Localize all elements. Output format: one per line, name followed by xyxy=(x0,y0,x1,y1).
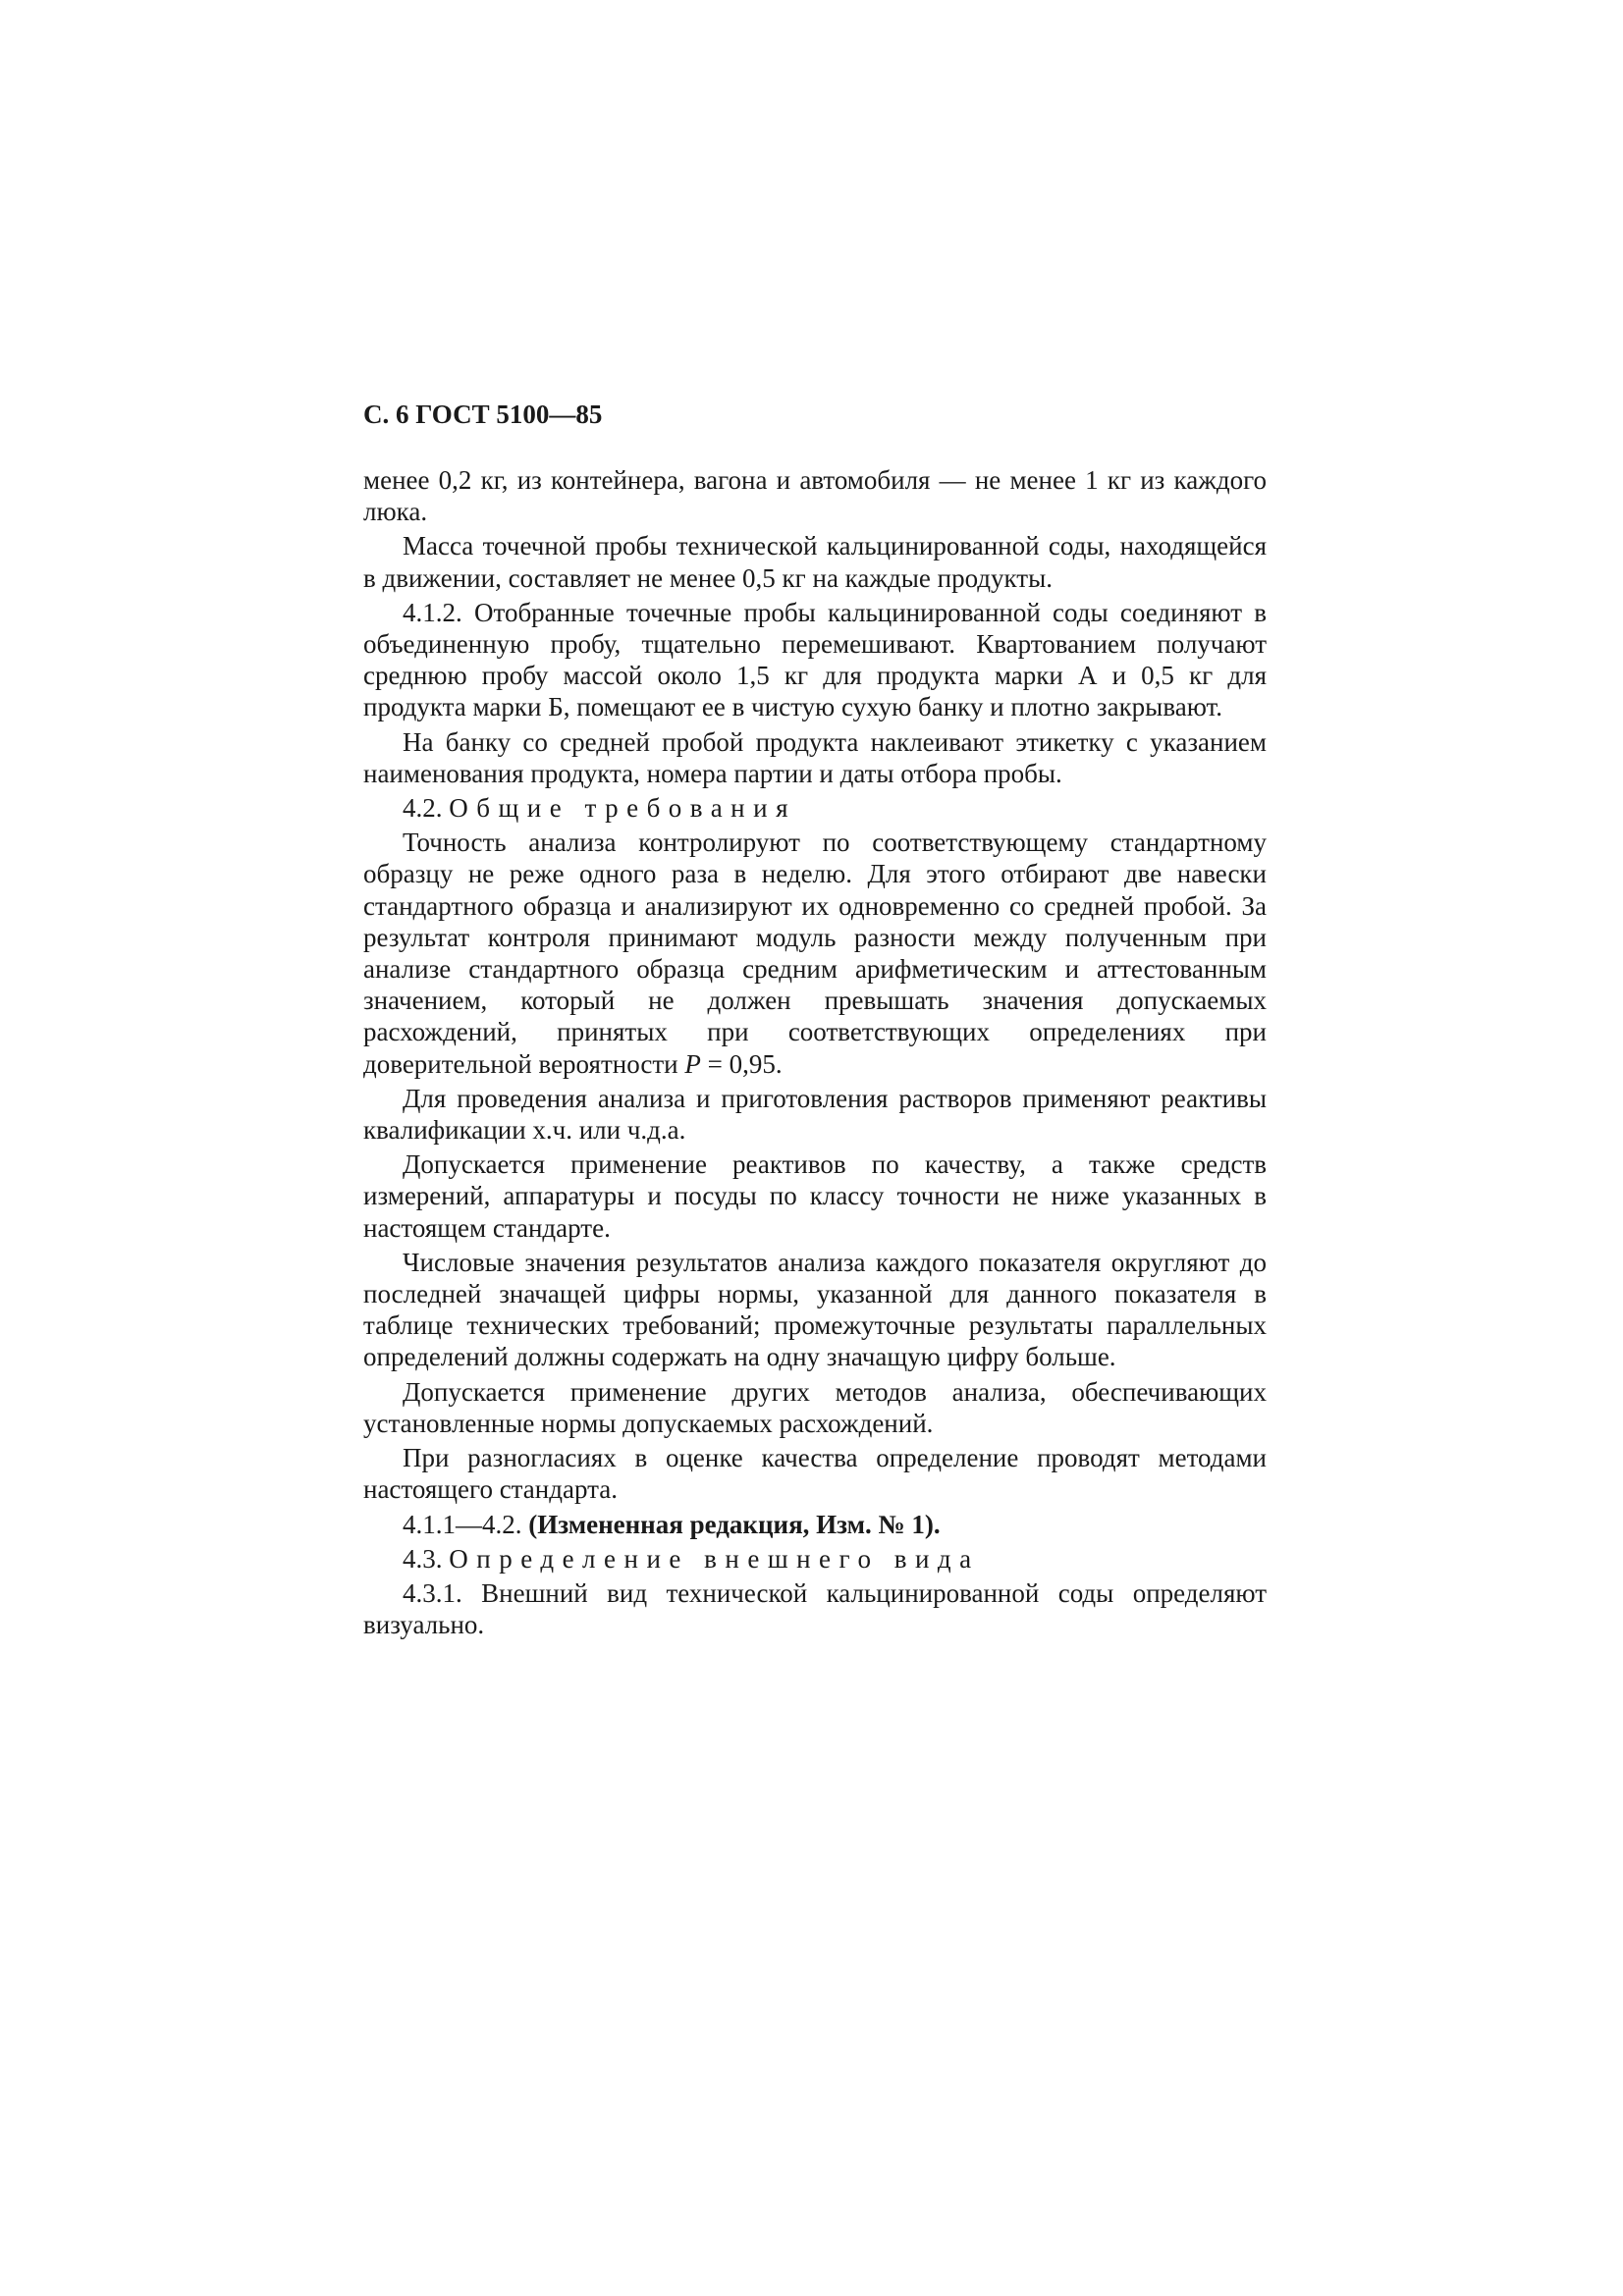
probability-variable: P xyxy=(684,1048,701,1079)
section-title: Определение внешнего вида xyxy=(449,1543,980,1574)
page-header: С. 6 ГОСТ 5100—85 xyxy=(363,400,603,429)
page-content xyxy=(363,398,1267,1643)
paragraph-moving-sample-mass: Масса точечной пробы технической кальцинированной соды, находящейся в движении, составляет не менее 0,5 кг на каждые продукты. xyxy=(363,531,1267,593)
section-heading-4-2 xyxy=(363,792,1267,824)
paragraph-accuracy-control xyxy=(363,827,1267,1080)
paragraph-disputes: При разногласиях в оценке качества определение проводят методами настоящего стандарта. xyxy=(363,1443,1267,1505)
paragraph-reagents-quality: Допускается применение реактивов по качеству, а также средств измерений, аппаратуры и посуды по классу точности не ниже указанных в настоящем стандарте. xyxy=(363,1149,1267,1243)
section-title: Общие требования xyxy=(449,793,797,824)
section-number: 4.3. xyxy=(403,1543,443,1574)
section-number: 4.2. xyxy=(403,793,443,824)
paragraph-rounding: Числовые значения результатов анализа каждого показателя округляют до последней значащей цифры нормы, указанной для данного показателя в таблице технических требований; промежуточные результаты параллельных определений должны содержать на одну значащую цифру больше. xyxy=(363,1247,1267,1372)
paragraph-sample-mass-continuation: менее 0,2 кг, из контейнера, вагона и автомобиля — не менее 1 кг из каждого люка. xyxy=(363,465,1267,527)
accuracy-text: Точность анализа контролируют по соответствующему стандартному образцу не реже одного раза в неделю. Для этого отбирают две навески стандартного образца и анализируют их одновременно со средней пробой. За результат контроля принимают модуль разности между полученным при анализе стандартного образца средним арифметическим и аттестованным значением, который не должен превышать значения допускаемых расхождений, принятых при соответствующих определениях при доверительной вероятности xyxy=(363,828,1267,1079)
paragraph-other-methods: Допускается применение других методов анализа, обеспечивающих установленные нормы допускаемых расхождений. xyxy=(363,1376,1267,1438)
paragraph-label-jar: На банку со средней пробой продукта наклеивают этикетку с указанием наименования продукта, номера партии и даты отбора пробы. xyxy=(363,726,1267,788)
amendment-range: 4.1.1—4.2. xyxy=(403,1509,522,1539)
section-heading-4-3 xyxy=(363,1543,1267,1575)
amendment-note xyxy=(363,1509,1267,1540)
paragraph-reagents: Для проведения анализа и приготовления растворов применяют реактивы квалификации х.ч. или ч.д.а. xyxy=(363,1083,1267,1146)
paragraph-4-1-2: 4.1.2. Отобранные точечные пробы кальцинированной соды соединяют в объединенную пробу, тщательно перемешивают. Квартованием получают среднюю пробу массой около 1,5 кг для продукта марки А и 0,5 кг для продукта марки Б, помещают ее в чистую сухую банку и плотно закрывают. xyxy=(363,597,1267,722)
probability-value: = 0,95. xyxy=(707,1048,783,1079)
paragraph-4-3-1: 4.3.1. Внешний вид технической кальцинированной соды определяют визуально. xyxy=(363,1577,1267,1640)
amendment-text: (Измененная редакция, Изм. № 1). xyxy=(528,1509,941,1539)
